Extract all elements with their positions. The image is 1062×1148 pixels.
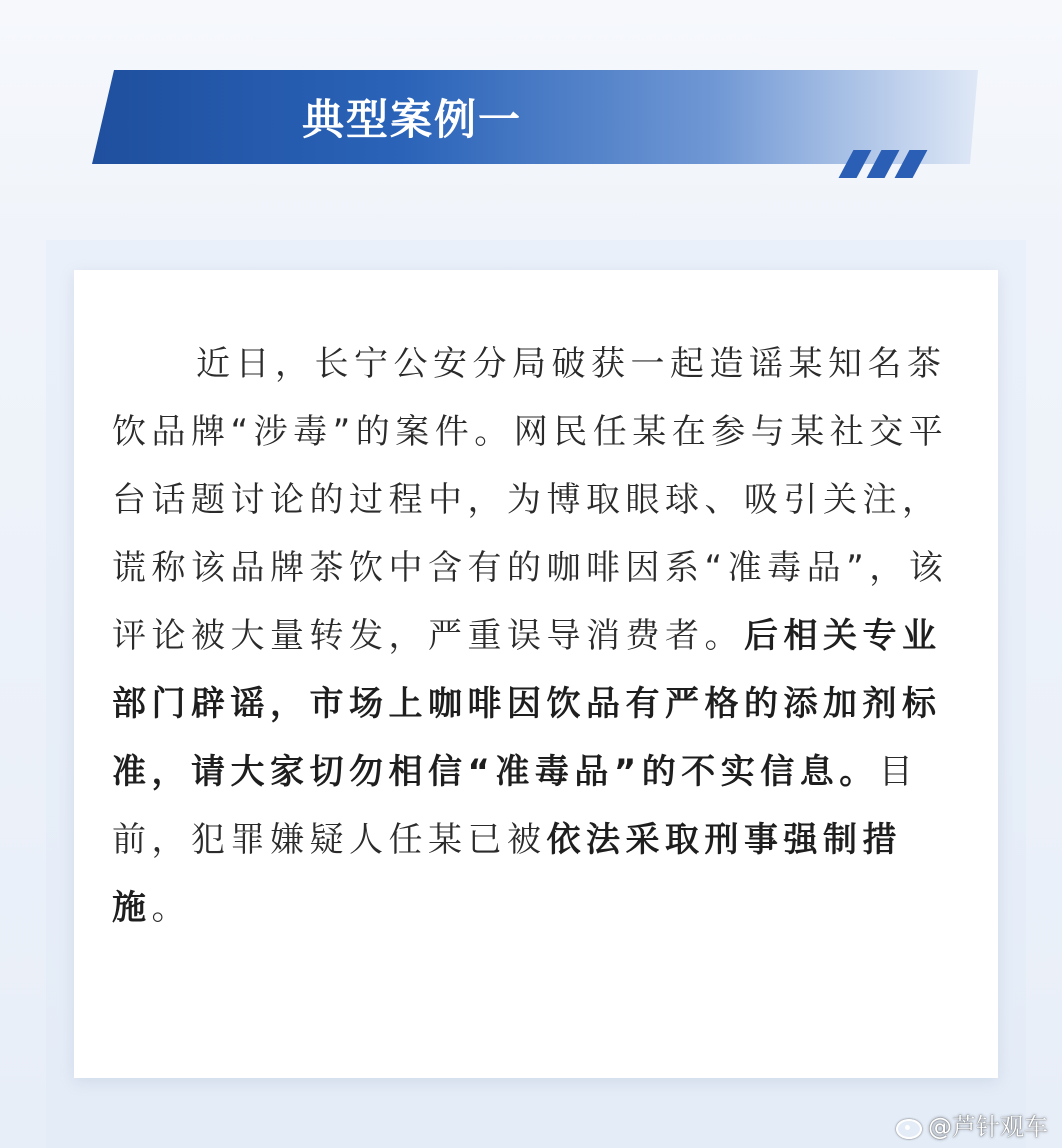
article-segment-bold: 依法采取刑事强制措施 — [112, 820, 902, 928]
article-segment: 。 — [151, 888, 191, 928]
stripe — [839, 150, 872, 178]
article-segment: 近日，长宁公安分局破获一起造谣某知名茶饮品牌“涉毒”的案件。网民任某在参与某社交平台话题讨论的过程中，为博取眼球、吸引关注，谎称该品牌茶饮中含有的咖啡因系“准毒品”，该评论被大量转发，严重误导消费者。 — [112, 344, 949, 656]
watermark-text: @芦针观车 — [928, 1113, 1048, 1141]
page-title: 典型案例一 — [301, 95, 522, 144]
weibo-icon — [894, 1113, 924, 1137]
article-segment: 目前，犯罪嫌疑人任某已被 — [112, 752, 919, 860]
article-body — [112, 330, 958, 942]
watermark — [894, 1107, 1048, 1142]
stripe — [895, 150, 928, 178]
article-segment-bold: 后相关专业部门辟谣，市场上咖啡因饮品有严格的添加剂标准，请大家切勿相信“准毒品”的不实信息。 — [112, 616, 942, 792]
stripe — [867, 150, 900, 178]
decorative-stripes — [838, 150, 928, 178]
